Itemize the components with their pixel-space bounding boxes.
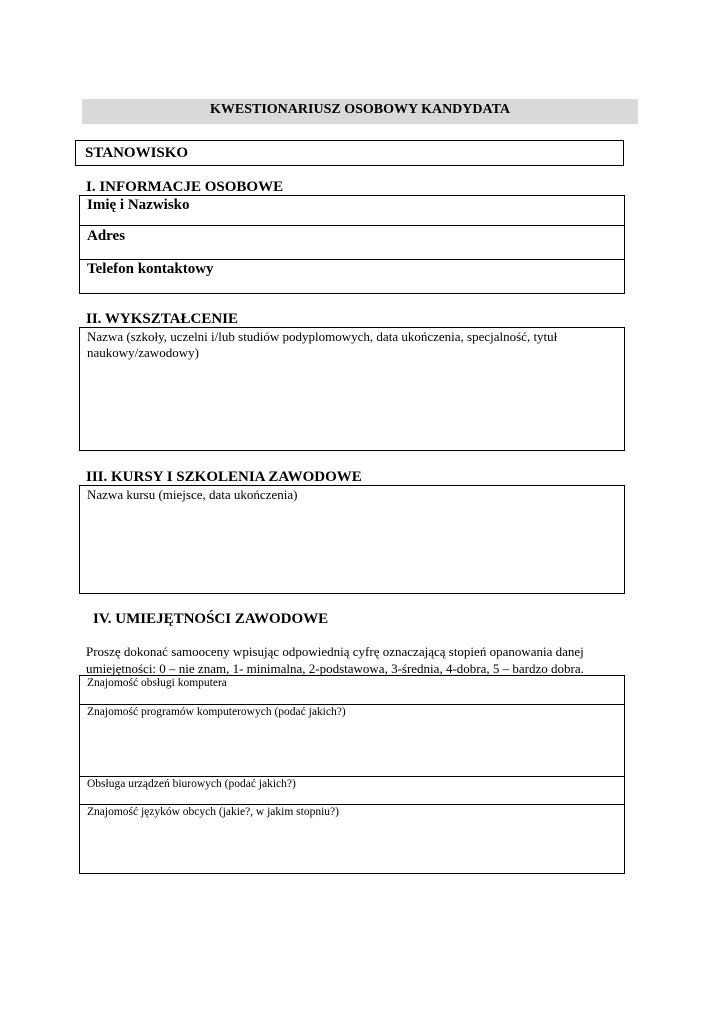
skills-table — [79, 675, 625, 874]
skills-instruction-line2: umiejętności: 0 – nie znam, 1- minimalna, 2-podstawowa, 3-średnia, 4-dobra, 5 – bardzo dobra. — [86, 661, 584, 676]
languages-label: Znajomość języków obcych (jakie?, w jakim stopniu?) — [87, 806, 339, 818]
name-field[interactable] — [80, 196, 624, 225]
education-field[interactable] — [79, 327, 625, 451]
computer-skills-field[interactable] — [80, 676, 624, 704]
personal-info-table — [79, 195, 625, 294]
form-title: KWESTIONARIUSZ OSOBOWY KANDYDATA — [82, 99, 638, 124]
name-label: Imię i Nazwisko — [87, 197, 190, 213]
section-education-heading: II. WYKSZTAŁCENIE — [86, 311, 238, 327]
courses-field[interactable] — [79, 485, 625, 594]
address-field[interactable] — [80, 225, 624, 259]
phone-field[interactable] — [80, 259, 624, 293]
section-courses-heading: III. KURSY I SZKOLENIA ZAWODOWE — [86, 469, 362, 485]
education-label: Nazwa (szkoły, uczelni i/lub studiów podyplomowych, data ukończenia, specjalność, tytuł naukowy/zawodowy) — [87, 329, 558, 360]
office-equipment-field[interactable] — [80, 776, 624, 804]
position-field[interactable]: STANOWISKO — [75, 140, 624, 166]
office-equipment-label: Obsługa urządzeń biurowych (podać jakich?) — [87, 778, 296, 790]
phone-label: Telefon kontaktowy — [87, 261, 214, 277]
section-skills-heading: IV. UMIEJĘTNOŚCI ZAWODOWE — [93, 611, 329, 627]
skills-instruction-line1: Proszę dokonać samooceny wpisując odpowiednią cyfrę oznaczającą stopień opanowania danej — [86, 644, 584, 659]
address-label: Adres — [87, 228, 126, 244]
computer-skills-label: Znajomość obsługi komputera — [87, 677, 227, 689]
software-skills-label: Znajomość programów komputerowych (podać jakich?) — [87, 706, 346, 718]
courses-label: Nazwa kursu (miejsce, data ukończenia) — [87, 487, 298, 502]
section-personal-heading: I. INFORMACJE OSOBOWE — [86, 179, 284, 195]
software-skills-field[interactable] — [80, 704, 624, 776]
languages-field[interactable] — [80, 804, 624, 873]
